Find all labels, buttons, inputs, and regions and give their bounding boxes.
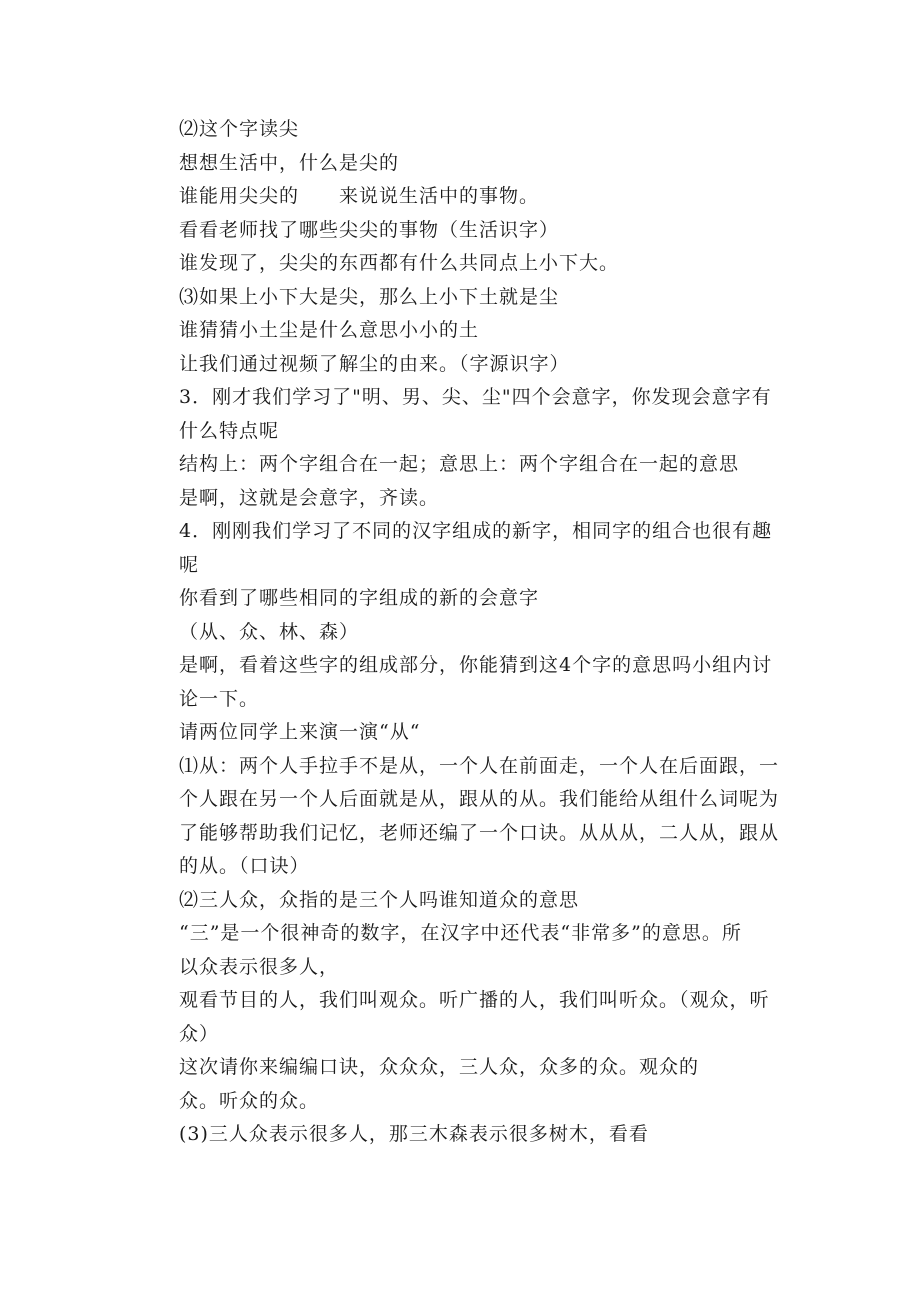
text-line: ⑶如果上小下大是尖，那么上小下土就是尘 [179,285,560,308]
text-line: 这次请你来编编口诀，众众众，三人众，众多的众。观众的 [179,1056,700,1078]
document-body [179,113,799,1152]
text-line: 是啊，看着这些字的组成部分，你能猜到这4个字的意思吗小组内讨 [179,654,773,676]
text-line: 众。听众的众。 [179,1089,320,1112]
text-line: 呢 [179,553,200,576]
text-line: (3)三人众表示很多人，那三木森表示很多树木，看看 [179,1123,649,1145]
text-line: 看看老师找了哪些尖尖的事物（生活识字） [179,218,560,241]
text-line: （从、众、林、森） [179,620,360,643]
text-line: 众） [179,1022,220,1045]
text-line: ⑵三人众，众指的是三个人吗谁知道众的意思 [179,888,580,911]
text-line: 谁能用尖尖的 来说说生活中的事物。 [179,185,540,207]
text-line: 想想生活中，什么是尖的 [179,151,400,174]
text-line: 4．刚刚我们学习了不同的汉字组成的新字，相同字的组合也很有趣 [179,520,773,542]
text-line: 结构上：两个字组合在一起；意思上：两个字组合在一起的意思 [179,453,740,475]
text-line: 你看到了哪些相同的字组成的新的会意字 [179,587,540,609]
text-line: 了能够帮助我们记忆，老师还编了一个口诀。从从从，二人从，跟从 [179,821,780,844]
text-line: 是啊，这就是会意字，齐读。 [179,486,440,509]
text-line: 的从。（口诀） [179,855,310,877]
text-line: 什么特点呢 [179,419,280,442]
text-line: 以众表示很多人， [179,955,340,978]
text-line: 让我们通过视频了解尘的由来。（字源识字） [179,352,570,375]
text-line: 谁发现了，尖尖的东西都有什么共同点上小下大。 [179,252,620,274]
text-line: 3．刚才我们学习了"明、男、尖、尘"四个会意字，你发现会意字有 [179,386,772,408]
text-line: ⑵这个字读尖 [179,118,300,140]
text-line: 个人跟在另一个人后面就是从，跟从的从。我们能给从组什么词呢为 [179,788,780,810]
text-line: 谁猜猜小土尘是什么意思小小的土 [179,319,480,341]
text-line: ⑴从：两个人手拉手不是从，一个人在前面走，一个人在后面跟，一 [179,754,780,777]
text-line: “三”是一个很神奇的数字，在汉字中还代表“非常多”的意思。所 [179,922,742,944]
text-line: 论一下。 [179,687,260,710]
text-line: 观看节目的人，我们叫观众。听广播的人，我们叫听众。（观众，听 [179,989,770,1011]
text-line: 请两位同学上来演一演“从“ [179,721,421,743]
